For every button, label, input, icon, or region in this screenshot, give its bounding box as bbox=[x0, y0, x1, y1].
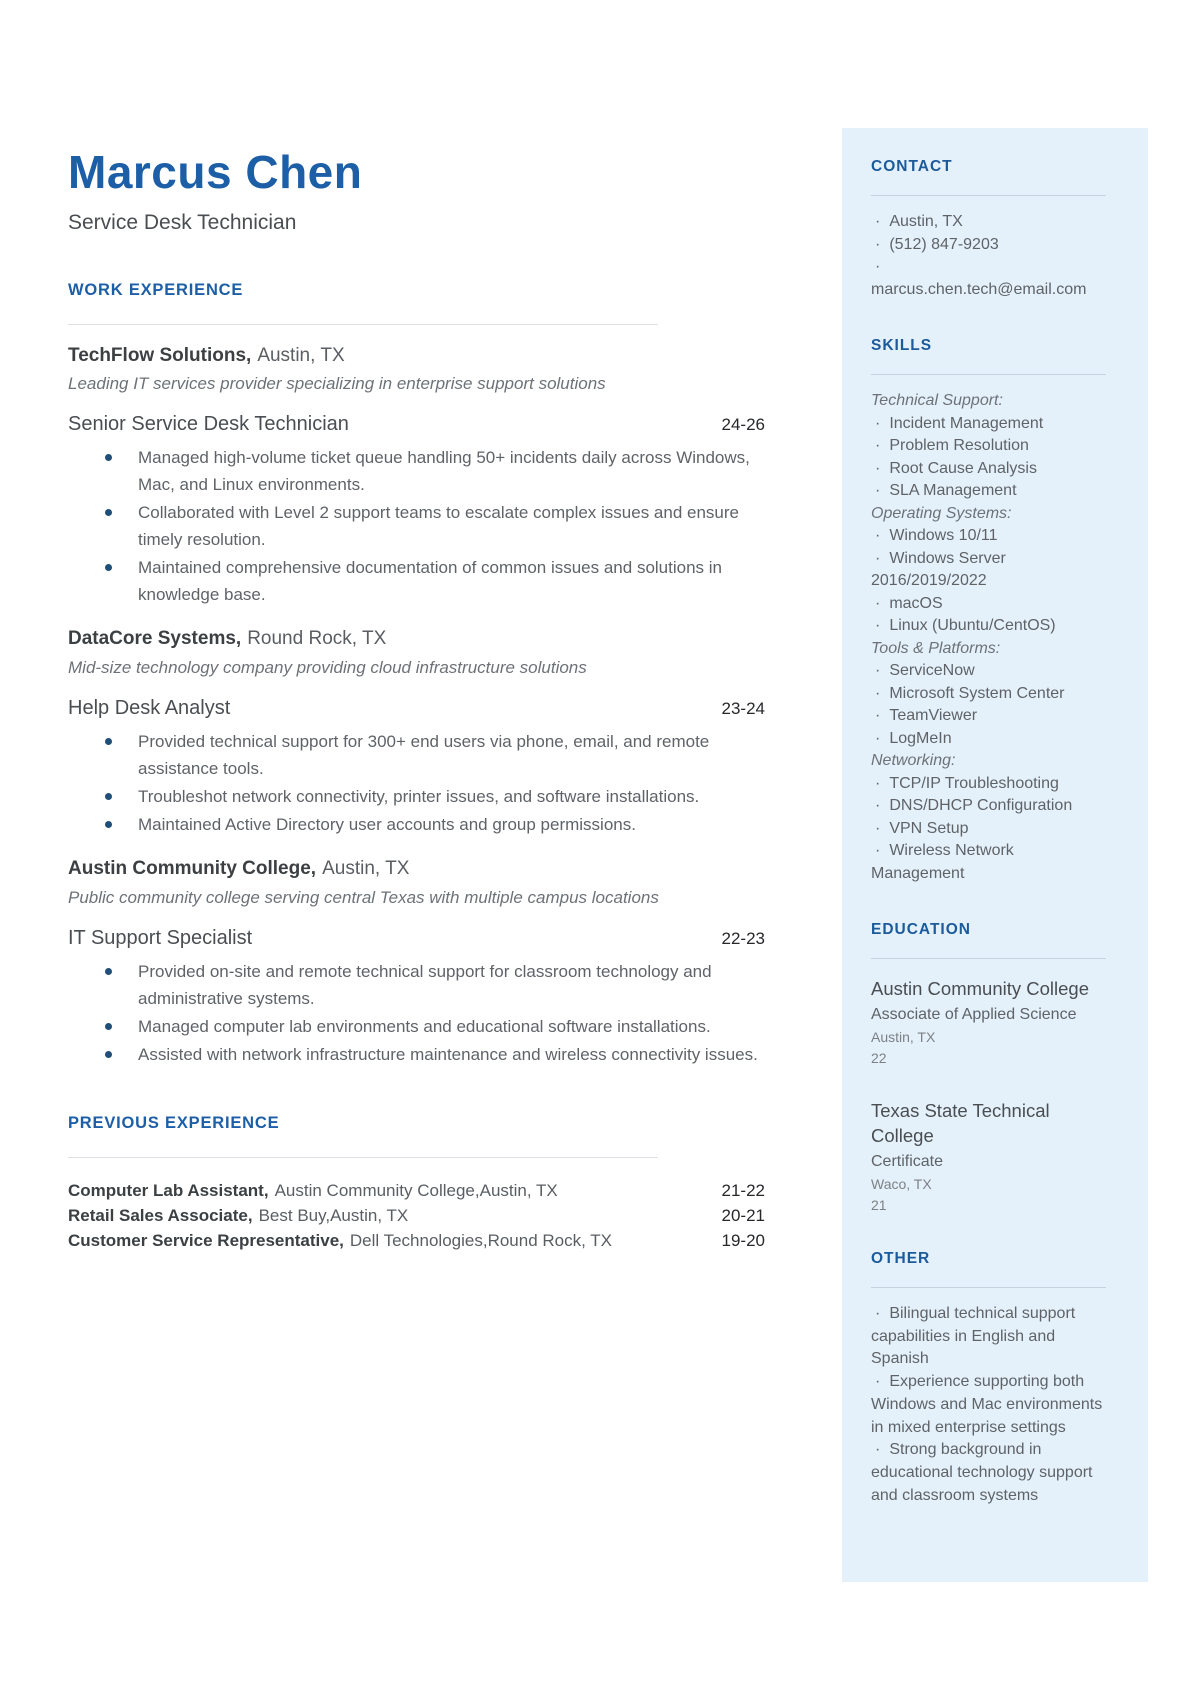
other-heading: OTHER bbox=[871, 1250, 931, 1267]
skill-group-label: Operating Systems: bbox=[871, 504, 1012, 522]
bullet-dot: · bbox=[875, 729, 881, 747]
company-line bbox=[68, 344, 765, 368]
skill-item bbox=[871, 458, 1106, 481]
skill-text: VPN Setup bbox=[889, 819, 969, 837]
school-degree: Associate of Applied Science bbox=[871, 1006, 1077, 1023]
skill-text: TeamViewer bbox=[889, 707, 978, 724]
role-dates: 22-23 bbox=[721, 928, 765, 948]
previous-role-dates: 21-22 bbox=[721, 1180, 765, 1200]
role-title: Senior Service Desk Technician bbox=[68, 413, 349, 436]
bullet-item bbox=[68, 728, 765, 782]
main-column bbox=[68, 148, 765, 1253]
sidebar-divider bbox=[871, 374, 1106, 375]
role-bullet-list bbox=[68, 444, 765, 608]
bullet-item bbox=[68, 958, 765, 1012]
section-divider bbox=[68, 324, 658, 325]
skill-item bbox=[871, 818, 1106, 841]
other-text: Strong background in educational technology support and classroom systems bbox=[871, 1441, 1093, 1504]
bullet-dot: · bbox=[875, 797, 881, 814]
role-bullet-list bbox=[68, 958, 765, 1068]
bullet-item bbox=[68, 783, 765, 810]
bullet-item bbox=[68, 811, 765, 838]
previous-experience-heading: PREVIOUS EXPERIENCE bbox=[68, 1113, 280, 1132]
company-line bbox=[68, 627, 765, 651]
skill-text: Wireless Network Management bbox=[871, 842, 1014, 882]
company-location: Austin, TX bbox=[322, 858, 410, 880]
bullet-dot: · bbox=[875, 258, 881, 275]
education-entry bbox=[871, 976, 1106, 1067]
sidebar-divider bbox=[871, 958, 1106, 959]
skills-heading: SKILLS bbox=[871, 337, 933, 354]
skill-text: Problem Resolution bbox=[889, 437, 1029, 454]
bullet-text: Collaborated with Level 2 support teams to escalate complex issues and ensure timely resolution. bbox=[138, 503, 740, 550]
bullet-text: Assisted with network infrastructure maintenance and wireless connectivity issues. bbox=[138, 1044, 758, 1064]
bullet-dot: · bbox=[875, 819, 881, 837]
education-entry bbox=[871, 1098, 1106, 1214]
bullet-dot: · bbox=[875, 842, 881, 859]
role-title: Help Desk Analyst bbox=[68, 697, 231, 720]
previous-role-details: Best Buy,Austin, TX bbox=[258, 1205, 409, 1225]
school-location: Waco, TX bbox=[871, 1176, 932, 1192]
candidate-title: Service Desk Technician bbox=[68, 210, 297, 234]
other-text: Bilingual technical support capabilities in English and Spanish bbox=[871, 1305, 1076, 1368]
skill-text: DNS/DHCP Configuration bbox=[889, 797, 1073, 814]
skill-group-label: Networking: bbox=[871, 752, 956, 769]
previous-role-title: Computer Lab Assistant, bbox=[68, 1180, 269, 1200]
bullet-dot bbox=[105, 1051, 112, 1058]
bullet-dot: · bbox=[875, 414, 881, 432]
skill-text: ServiceNow bbox=[889, 662, 975, 679]
skill-item bbox=[871, 660, 1106, 683]
sidebar-divider bbox=[871, 195, 1106, 196]
skill-item bbox=[871, 840, 1106, 885]
previous-experience-row bbox=[68, 1178, 765, 1203]
contact-location: Austin, TX bbox=[889, 213, 963, 230]
contact-item bbox=[871, 256, 1106, 301]
bullet-item bbox=[68, 1041, 765, 1068]
company-description: Mid-size technology company providing cloud infrastructure solutions bbox=[68, 658, 587, 678]
school-year: 22 bbox=[871, 1050, 887, 1066]
bullet-item bbox=[68, 444, 765, 498]
bullet-dot bbox=[105, 738, 112, 745]
previous-role-title: Customer Service Representative, bbox=[68, 1230, 344, 1250]
company-name: Austin Community College, bbox=[68, 858, 317, 880]
bullet-item bbox=[68, 1013, 765, 1040]
candidate-name: Marcus Chen bbox=[68, 146, 363, 198]
skill-text: Microsoft System Center bbox=[889, 684, 1065, 702]
bullet-dot: · bbox=[875, 617, 881, 634]
skill-item bbox=[871, 728, 1106, 751]
contact-heading: CONTACT bbox=[871, 158, 953, 175]
school-name: Texas State Technical College bbox=[871, 1100, 1050, 1146]
skill-item bbox=[871, 615, 1106, 638]
skill-item bbox=[871, 525, 1106, 548]
previous-role bbox=[68, 1228, 612, 1253]
skill-item bbox=[871, 773, 1106, 796]
company-name: DataCore Systems, bbox=[68, 628, 242, 650]
bullet-item bbox=[68, 554, 765, 608]
bullet-text: Provided on-site and remote technical support for classroom technology and administrative systems. bbox=[138, 961, 712, 1008]
company-location: Round Rock, TX bbox=[247, 628, 387, 650]
contact-phone: (512) 847-9203 bbox=[889, 235, 999, 253]
role-line bbox=[68, 413, 765, 436]
company-block bbox=[68, 344, 765, 609]
bullet-text: Maintained Active Directory user accounts and group permissions. bbox=[138, 815, 636, 835]
skill-item bbox=[871, 705, 1106, 728]
company-description: Public community college serving central Texas with multiple campus locations bbox=[68, 887, 659, 907]
previous-experience-list bbox=[68, 1178, 765, 1253]
bullet-dot: · bbox=[875, 527, 881, 544]
previous-role-details: Dell Technologies,Round Rock, TX bbox=[349, 1230, 612, 1250]
previous-role bbox=[68, 1178, 558, 1203]
skill-item bbox=[871, 593, 1106, 616]
bullet-dot: · bbox=[875, 437, 881, 454]
other-item bbox=[871, 1303, 1106, 1371]
previous-role-dates: 20-21 bbox=[721, 1205, 765, 1225]
role-dates: 23-24 bbox=[721, 699, 765, 719]
bullet-dot: · bbox=[875, 684, 881, 702]
skill-group-label: Technical Support: bbox=[871, 392, 1003, 409]
company-block bbox=[68, 857, 765, 1068]
education-heading: EDUCATION bbox=[871, 921, 971, 938]
bullet-dot bbox=[105, 821, 112, 828]
bullet-dot: · bbox=[875, 1373, 881, 1391]
skill-text: Root Cause Analysis bbox=[889, 459, 1037, 477]
role-line bbox=[68, 927, 765, 950]
role-title: IT Support Specialist bbox=[68, 926, 253, 949]
company-line bbox=[68, 857, 765, 881]
bullet-dot: · bbox=[875, 459, 881, 477]
role-dates: 24-26 bbox=[721, 415, 765, 435]
other-item bbox=[871, 1439, 1106, 1507]
bullet-dot: · bbox=[875, 1441, 881, 1459]
company-location: Austin, TX bbox=[257, 344, 345, 366]
skill-item bbox=[871, 480, 1106, 503]
role-line bbox=[68, 697, 765, 720]
skill-item bbox=[871, 413, 1106, 436]
bullet-dot: · bbox=[875, 774, 881, 792]
bullet-dot bbox=[105, 793, 112, 800]
previous-experience-row bbox=[68, 1203, 765, 1228]
previous-role bbox=[68, 1203, 408, 1228]
bullet-dot: · bbox=[875, 594, 881, 612]
bullet-text: Provided technical support for 300+ end users via phone, email, and remote assistance tools. bbox=[138, 732, 710, 779]
skill-item bbox=[871, 435, 1106, 458]
bullet-dot: · bbox=[875, 213, 881, 230]
skill-text: TCP/IP Troubleshooting bbox=[889, 774, 1059, 792]
other-item bbox=[871, 1371, 1106, 1439]
bullet-dot: · bbox=[875, 707, 881, 724]
contact-item bbox=[871, 211, 1106, 234]
bullet-text: Managed computer lab environments and educational software installations. bbox=[138, 1016, 711, 1036]
bullet-item bbox=[68, 499, 765, 553]
sidebar bbox=[842, 128, 1148, 1582]
sidebar-divider bbox=[871, 1287, 1106, 1288]
school-name: Austin Community College bbox=[871, 978, 1089, 999]
bullet-dot: · bbox=[875, 662, 881, 679]
section-divider bbox=[68, 1157, 658, 1158]
previous-role-details: Austin Community College,Austin, TX bbox=[274, 1180, 558, 1200]
bullet-dot bbox=[105, 509, 112, 516]
bullet-dot bbox=[105, 1023, 112, 1030]
company-name: TechFlow Solutions, bbox=[68, 344, 252, 366]
role-bullet-list bbox=[68, 728, 765, 838]
skill-text: Incident Management bbox=[889, 414, 1044, 432]
contact-email: marcus.chen.tech@email.com bbox=[871, 280, 1087, 298]
previous-role-title: Retail Sales Associate, bbox=[68, 1205, 253, 1225]
skill-text: Windows Server 2016/2019/2022 bbox=[871, 549, 1006, 589]
skill-text: SLA Management bbox=[889, 482, 1017, 499]
skill-text: macOS bbox=[889, 594, 943, 612]
bullet-dot bbox=[105, 968, 112, 975]
previous-experience-row bbox=[68, 1228, 765, 1253]
company-block bbox=[68, 627, 765, 838]
bullet-text: Troubleshot network connectivity, printer issues, and software installations. bbox=[138, 787, 700, 807]
school-location: Austin, TX bbox=[871, 1029, 936, 1045]
bullet-dot: · bbox=[875, 235, 881, 253]
other-text: Experience supporting both Windows and Mac environments in mixed enterprise settings bbox=[871, 1373, 1103, 1436]
bullet-dot: · bbox=[875, 482, 881, 499]
bullet-text: Managed high-volume ticket queue handling 50+ incidents daily across Windows, Mac, and Linux environments. bbox=[138, 448, 750, 495]
skill-item bbox=[871, 548, 1106, 593]
previous-role-dates: 19-20 bbox=[721, 1230, 765, 1250]
company-description: Leading IT services provider specializing in enterprise support solutions bbox=[68, 374, 606, 394]
bullet-dot: · bbox=[875, 549, 881, 567]
skill-text: LogMeIn bbox=[889, 729, 952, 747]
bullet-dot: · bbox=[875, 1305, 881, 1322]
skill-text: Windows 10/11 bbox=[889, 527, 998, 544]
bullet-dot bbox=[105, 454, 112, 461]
skill-item bbox=[871, 795, 1106, 818]
skill-item bbox=[871, 683, 1106, 706]
bullet-dot bbox=[105, 564, 112, 571]
skill-group-label: Tools & Platforms: bbox=[871, 639, 1001, 657]
school-year: 21 bbox=[871, 1197, 887, 1213]
contact-item bbox=[871, 234, 1106, 257]
work-experience-heading: WORK EXPERIENCE bbox=[68, 280, 244, 299]
bullet-text: Maintained comprehensive documentation of common issues and solutions in knowledge base. bbox=[138, 558, 722, 605]
skill-text: Linux (Ubuntu/CentOS) bbox=[889, 617, 1056, 634]
school-degree: Certificate bbox=[871, 1153, 944, 1170]
